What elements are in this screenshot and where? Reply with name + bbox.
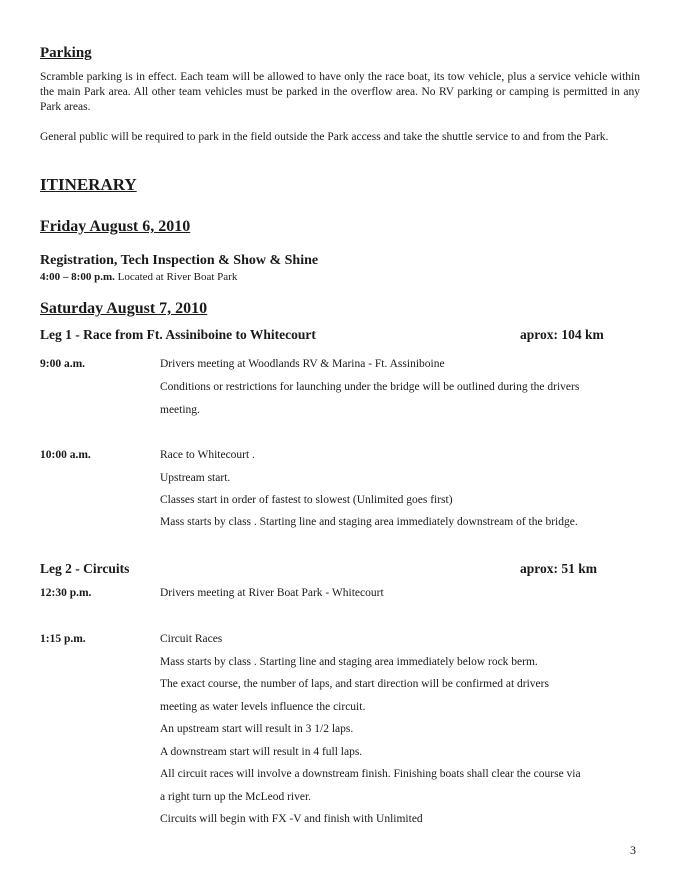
leg2-line: Circuits will begin with FX -V and finish with Unlimited xyxy=(160,813,423,825)
leg2-line: Mass starts by class . Starting line and staging area immediately below rock berm. xyxy=(160,656,538,668)
leg2-line: meeting as water levels influence the circuit. xyxy=(160,701,366,713)
leg2-title: Leg 2 - Circuits xyxy=(40,561,130,576)
leg1-time-2: 10:00 a.m. xyxy=(40,449,91,461)
parking-paragraph-2: General public will be required to park in the field outside the Park access and take the shuttle service to and from the Park. xyxy=(40,131,609,143)
leg1-line: Drivers meeting at Woodlands RV & Marina - Ft. Assiniboine xyxy=(160,358,445,370)
page-number: 3 xyxy=(630,843,636,857)
leg2-time-1: 12:30 p.m. xyxy=(40,587,92,599)
leg1-time-1: 9:00 a.m. xyxy=(40,358,86,370)
leg1-line: Conditions or restrictions for launching under the bridge will be outlined during the drivers xyxy=(160,381,580,393)
parking-heading: Parking xyxy=(40,45,92,61)
leg1-line: Classes start in order of fastest to slowest (Unlimited goes first) xyxy=(160,494,453,506)
registration-heading: Registration, Tech Inspection & Show & Shine xyxy=(40,253,319,268)
saturday-date-heading: Saturday August 7, 2010 xyxy=(40,300,208,317)
leg2-line: The exact course, the number of laps, and start direction will be confirmed at drivers xyxy=(160,678,549,690)
leg1-line: Upstream start. xyxy=(160,472,231,484)
friday-date-heading: Friday August 6, 2010 xyxy=(40,218,191,235)
leg2-line: Circuit Races xyxy=(160,633,223,645)
leg1-line: meeting. xyxy=(160,404,200,416)
leg2-line: a right turn up the McLeod river. xyxy=(160,791,312,803)
registration-time-line xyxy=(40,271,237,283)
leg1-line: Mass starts by class . Starting line and staging area immediately downstream of the bridge. xyxy=(160,516,578,528)
parking-paragraph-1: Scramble parking is in effect. Each team will be allowed to have only the race boat, its tow vehicle, plus a service vehicle within the main Park area. All other team vehicles must be parked in the overflow area. No RV parking or camping is permitted in any Park areas. xyxy=(40,71,640,113)
leg2-line: Drivers meeting at River Boat Park - Whitecourt xyxy=(160,587,384,599)
leg1-line: Race to Whitecourt . xyxy=(160,449,255,461)
leg2-line: All circuit races will involve a downstream finish. Finishing boats shall clear the course via xyxy=(160,768,581,780)
leg1-title: Leg 1 - Race from Ft. Assiniboine to Whitecourt xyxy=(40,327,316,342)
registration-time: 4:00 – 8:00 p.m. xyxy=(40,271,115,283)
leg2-line: An upstream start will result in 3 1/2 laps. xyxy=(160,723,354,735)
leg2-line: A downstream start will result in 4 full laps. xyxy=(160,746,363,758)
registration-location: Located at River Boat Park xyxy=(117,271,238,283)
leg2-time-2: 1:15 p.m. xyxy=(40,633,86,645)
leg2-distance: aprox: 51 km xyxy=(520,561,598,576)
itinerary-heading: ITINERARY xyxy=(40,175,137,194)
leg1-distance: aprox: 104 km xyxy=(520,327,604,342)
